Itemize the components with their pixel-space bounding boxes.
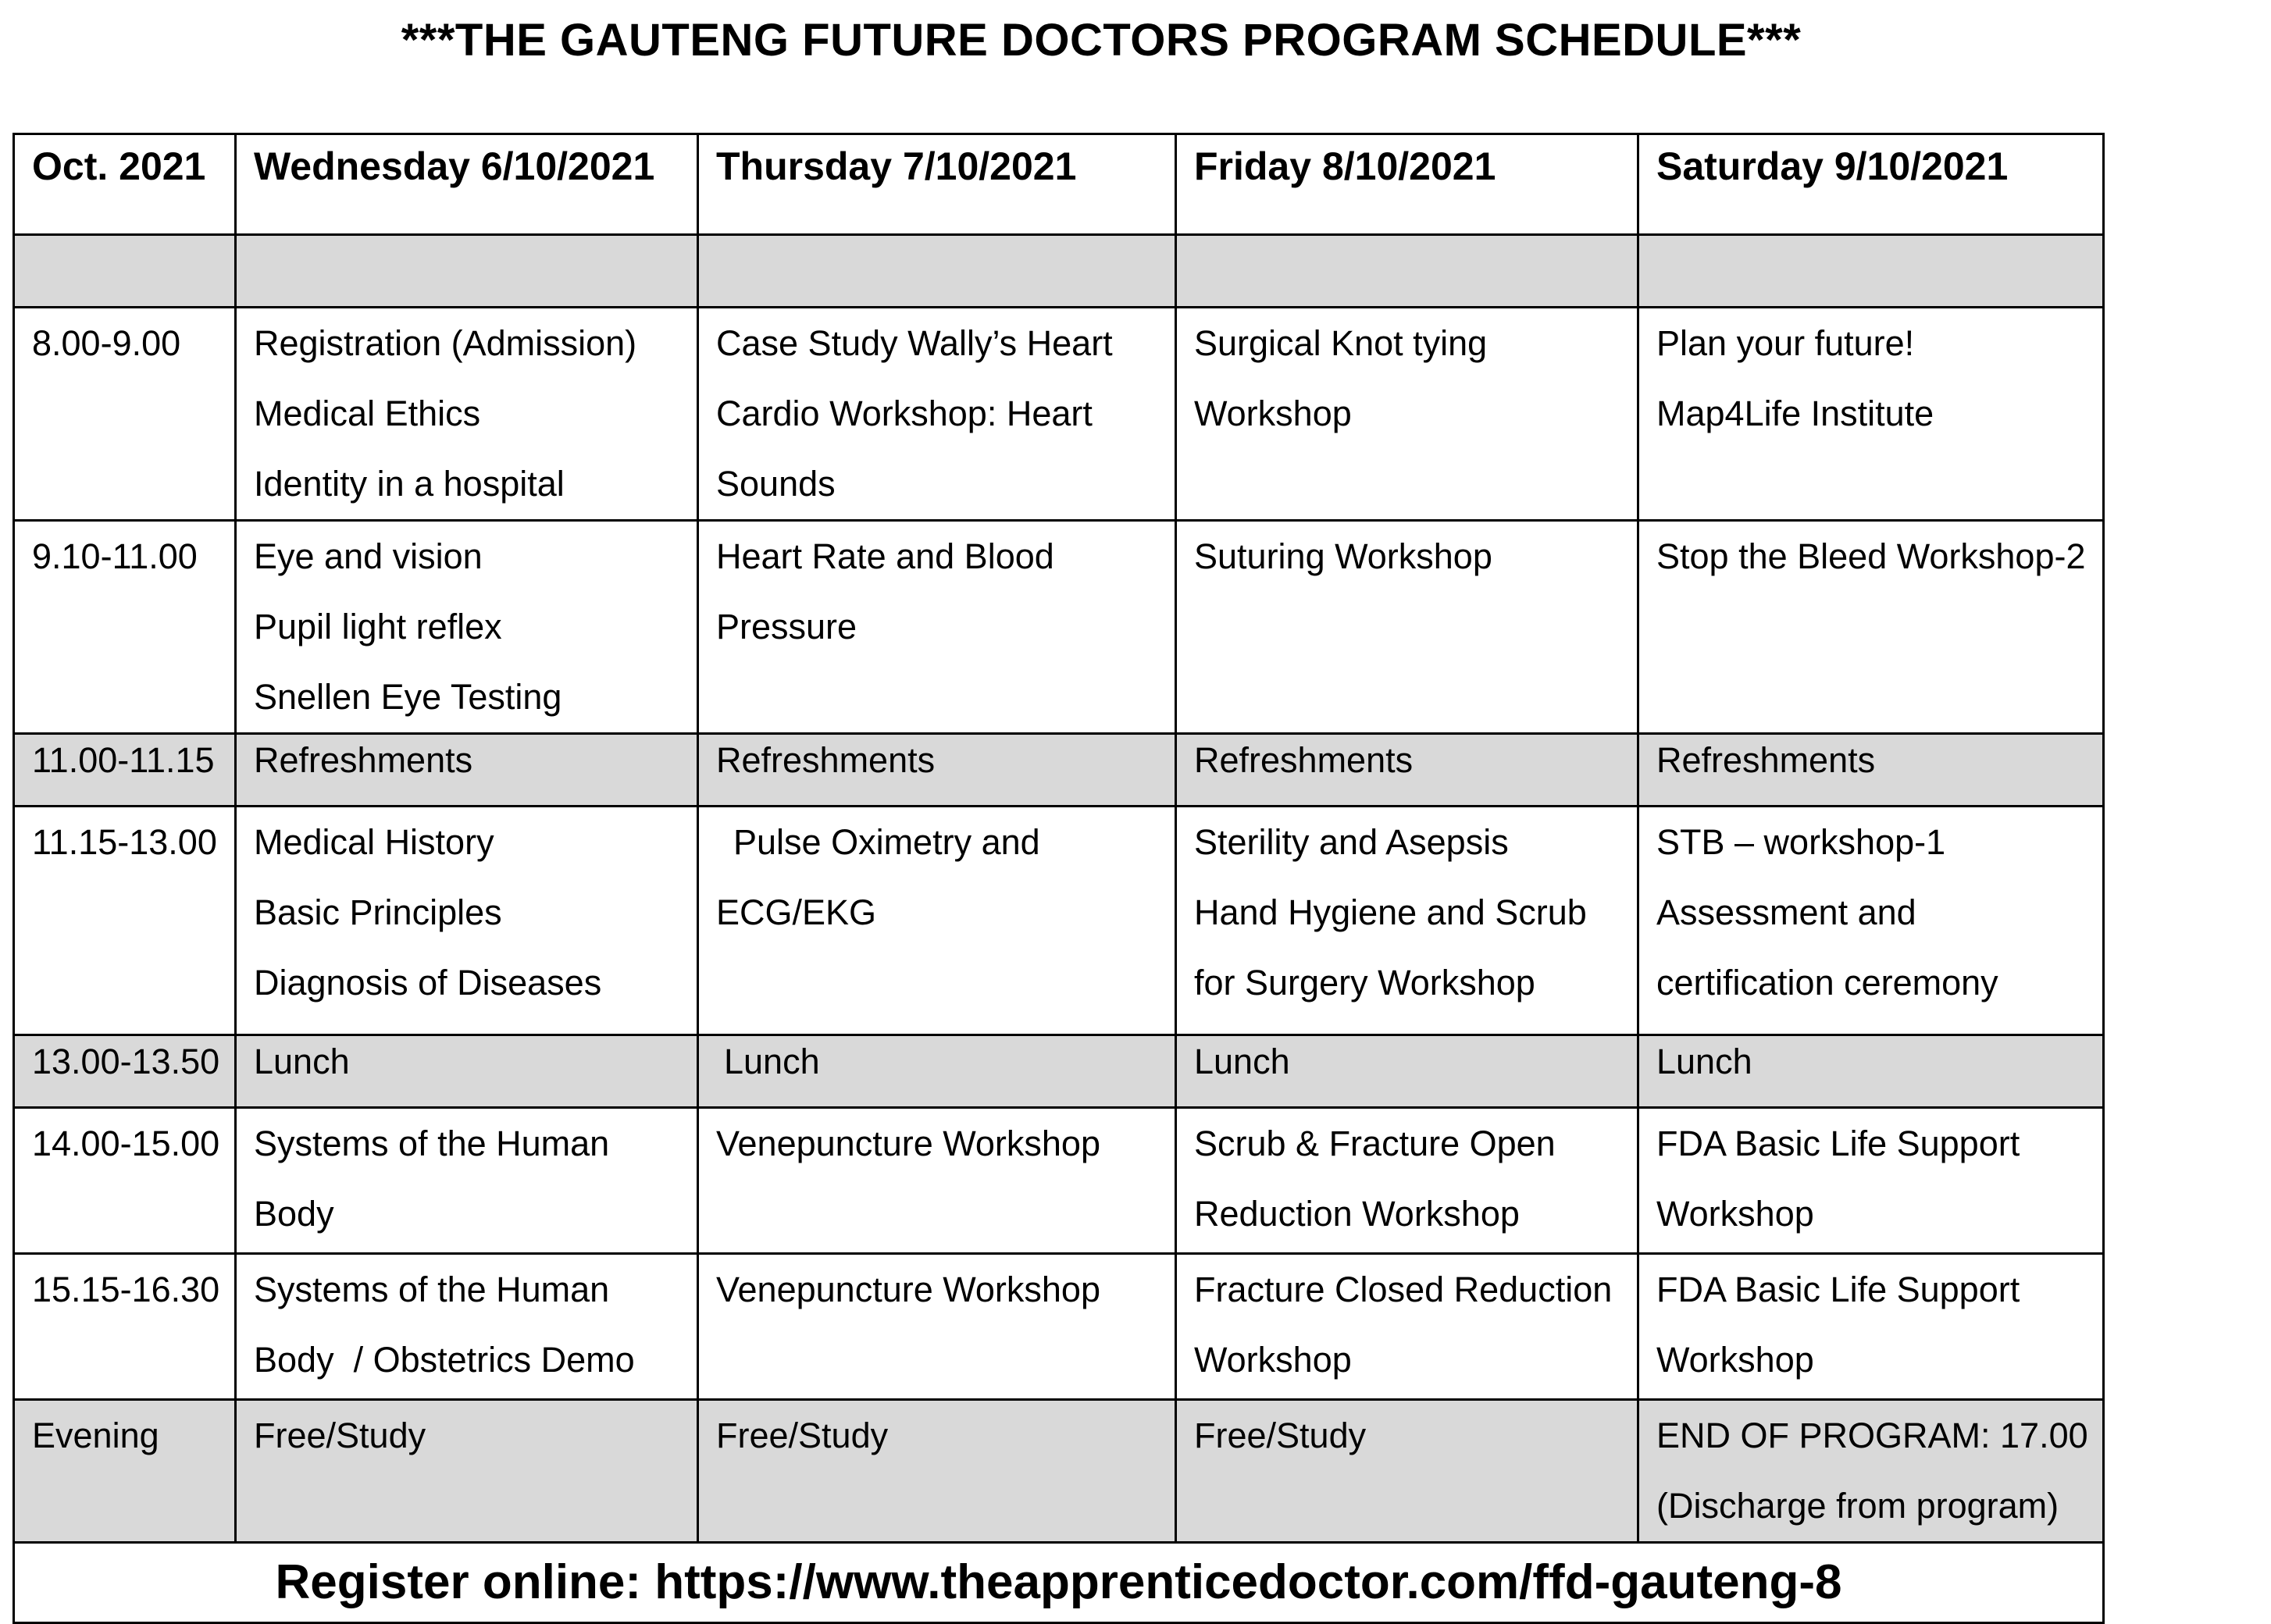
time-cell: 15.15-16.30 xyxy=(14,1254,236,1400)
session-line: Hand Hygiene and Scrub xyxy=(1194,892,1587,932)
month-header: Oct. 2021 xyxy=(14,134,236,235)
blank-cell xyxy=(236,235,698,308)
session-cell-saturday: Refreshments xyxy=(1638,734,2104,807)
session-line: Fracture Closed Reduction xyxy=(1194,1270,1613,1309)
session-cell-thursday: Refreshments xyxy=(698,734,1176,807)
session-line: certification ceremony xyxy=(1656,963,1998,1003)
session-line: Basic Principles xyxy=(254,892,502,932)
register-row xyxy=(14,1543,2104,1623)
schedule-row-evening xyxy=(14,1400,2104,1543)
session-cell-friday xyxy=(1176,308,1638,521)
session-line: Workshop xyxy=(1656,1194,1814,1234)
session-line: Scrub & Fracture Open xyxy=(1194,1124,1556,1163)
time-cell: 14.00-15.00 xyxy=(14,1108,236,1254)
session-line: Reduction Workshop xyxy=(1194,1194,1520,1234)
session-line: Registration (Admission) xyxy=(254,323,637,363)
blank-shaded-row xyxy=(14,235,2104,308)
session-line: Medical History xyxy=(254,822,494,862)
session-cell-saturday xyxy=(1638,807,2104,1035)
session-cell-wednesday xyxy=(236,308,698,521)
session-line: Venepuncture Workshop xyxy=(716,1124,1100,1163)
schedule-row-lunch xyxy=(14,1035,2104,1108)
day-header-thursday: Thursday 7/10/2021 xyxy=(698,134,1176,235)
session-cell-thursday xyxy=(698,1254,1176,1400)
register-link[interactable]: Register online: https://www.theapprenticedoctor.com/ffd-gauteng-8 xyxy=(14,1543,2104,1623)
session-line: Sterility and Asepsis xyxy=(1194,822,1509,862)
session-line: Diagnosis of Diseases xyxy=(254,963,602,1003)
session-line: Medical Ethics xyxy=(254,394,481,433)
session-line: Map4Life Institute xyxy=(1656,394,1934,433)
time-cell: 11.00-11.15 xyxy=(14,734,236,807)
session-line: Body / Obstetrics Demo xyxy=(254,1340,635,1380)
session-line: (Discharge from program) xyxy=(1656,1486,2059,1526)
session-line: Systems of the Human xyxy=(254,1270,610,1309)
blank-cell xyxy=(1176,235,1638,308)
session-cell-saturday xyxy=(1638,308,2104,521)
session-line: Case Study Wally’s Heart xyxy=(716,323,1113,363)
schedule-row-1515 xyxy=(14,1254,2104,1400)
session-cell-saturday: Lunch xyxy=(1638,1035,2104,1108)
session-cell-thursday xyxy=(698,1035,1176,1108)
session-line: for Surgery Workshop xyxy=(1194,963,1535,1003)
day-header-wednesday: Wednesday 6/10/2021 xyxy=(236,134,698,235)
session-line: Workshop xyxy=(1194,1340,1352,1380)
session-cell-wednesday xyxy=(236,1254,698,1400)
session-line: STB – workshop-1 xyxy=(1656,822,1946,862)
page-title: ***THE GAUTENG FUTURE DOCTORS PROGRAM SCHEDULE*** xyxy=(401,15,1802,66)
session-line: Stop the Bleed Workshop-2 xyxy=(1656,536,2086,576)
time-cell: 11.15-13.00 xyxy=(14,807,236,1035)
session-line: Cardio Workshop: Heart xyxy=(716,394,1093,433)
day-header-friday: Friday 8/10/2021 xyxy=(1176,134,1638,235)
blank-cell xyxy=(14,235,236,308)
schedule-row-1115 xyxy=(14,807,2104,1035)
session-line: Snellen Eye Testing xyxy=(254,677,562,717)
session-line: Systems of the Human xyxy=(254,1124,610,1163)
session-line: Workshop xyxy=(1194,394,1352,433)
session-cell-thursday xyxy=(698,807,1176,1035)
session-line: FDA Basic Life Support xyxy=(1656,1270,2020,1309)
session-cell-thursday xyxy=(698,521,1176,734)
session-line: Heart Rate and Blood xyxy=(716,536,1054,576)
schedule-row-0800 xyxy=(14,308,2104,521)
session-line: Pupil light reflex xyxy=(254,607,502,646)
time-cell: 9.10-11.00 xyxy=(14,521,236,734)
session-line: ECG/EKG xyxy=(716,892,877,932)
session-line: Plan your future! xyxy=(1656,323,1915,363)
session-line: Workshop xyxy=(1656,1340,1814,1380)
session-line: Venepuncture Workshop xyxy=(716,1270,1100,1309)
session-line: Pulse Oximetry and xyxy=(733,822,1040,862)
session-cell-wednesday xyxy=(236,807,698,1035)
session-cell-wednesday xyxy=(236,521,698,734)
schedule-row-refreshments xyxy=(14,734,2104,807)
session-cell-friday xyxy=(1176,521,1638,734)
session-cell-thursday xyxy=(698,308,1176,521)
session-line: FDA Basic Life Support xyxy=(1656,1124,2020,1163)
blank-cell xyxy=(1638,235,2104,308)
session-line: Identity in a hospital xyxy=(254,464,565,504)
session-cell-friday: Lunch xyxy=(1176,1035,1638,1108)
time-cell: 8.00-9.00 xyxy=(14,308,236,521)
session-cell-thursday: Free/Study xyxy=(698,1400,1176,1543)
session-cell-saturday xyxy=(1638,1108,2104,1254)
session-cell-wednesday: Free/Study xyxy=(236,1400,698,1543)
session-line: Eye and vision xyxy=(254,536,483,576)
session-line: Suturing Workshop xyxy=(1194,536,1492,576)
session-cell-friday xyxy=(1176,1254,1638,1400)
schedule-row-0910 xyxy=(14,521,2104,734)
day-header-saturday: Saturday 9/10/2021 xyxy=(1638,134,2104,235)
session-line: Assessment and xyxy=(1656,892,1916,932)
session-cell-friday: Refreshments xyxy=(1176,734,1638,807)
session-cell-wednesday: Lunch xyxy=(236,1035,698,1108)
session-cell-wednesday: Refreshments xyxy=(236,734,698,807)
schedule-row-1400 xyxy=(14,1108,2104,1254)
session-cell-saturday xyxy=(1638,1400,2104,1543)
session-line: Lunch xyxy=(724,1042,820,1081)
session-cell-wednesday xyxy=(236,1108,698,1254)
session-cell-thursday xyxy=(698,1108,1176,1254)
session-cell-friday xyxy=(1176,1108,1638,1254)
blank-cell xyxy=(698,235,1176,308)
time-cell: 13.00-13.50 xyxy=(14,1035,236,1108)
session-cell-friday: Free/Study xyxy=(1176,1400,1638,1543)
session-cell-friday xyxy=(1176,807,1638,1035)
session-line: END OF PROGRAM: 17.00 xyxy=(1656,1416,2088,1455)
session-line: Body xyxy=(254,1194,334,1234)
time-cell: Evening xyxy=(14,1400,236,1543)
session-cell-saturday xyxy=(1638,1254,2104,1400)
session-cell-saturday xyxy=(1638,521,2104,734)
session-line: Sounds xyxy=(716,464,836,504)
session-line: Pressure xyxy=(716,607,857,646)
header-row xyxy=(14,134,2104,235)
session-line: Surgical Knot tying xyxy=(1194,323,1488,363)
schedule-table xyxy=(12,133,2105,1624)
